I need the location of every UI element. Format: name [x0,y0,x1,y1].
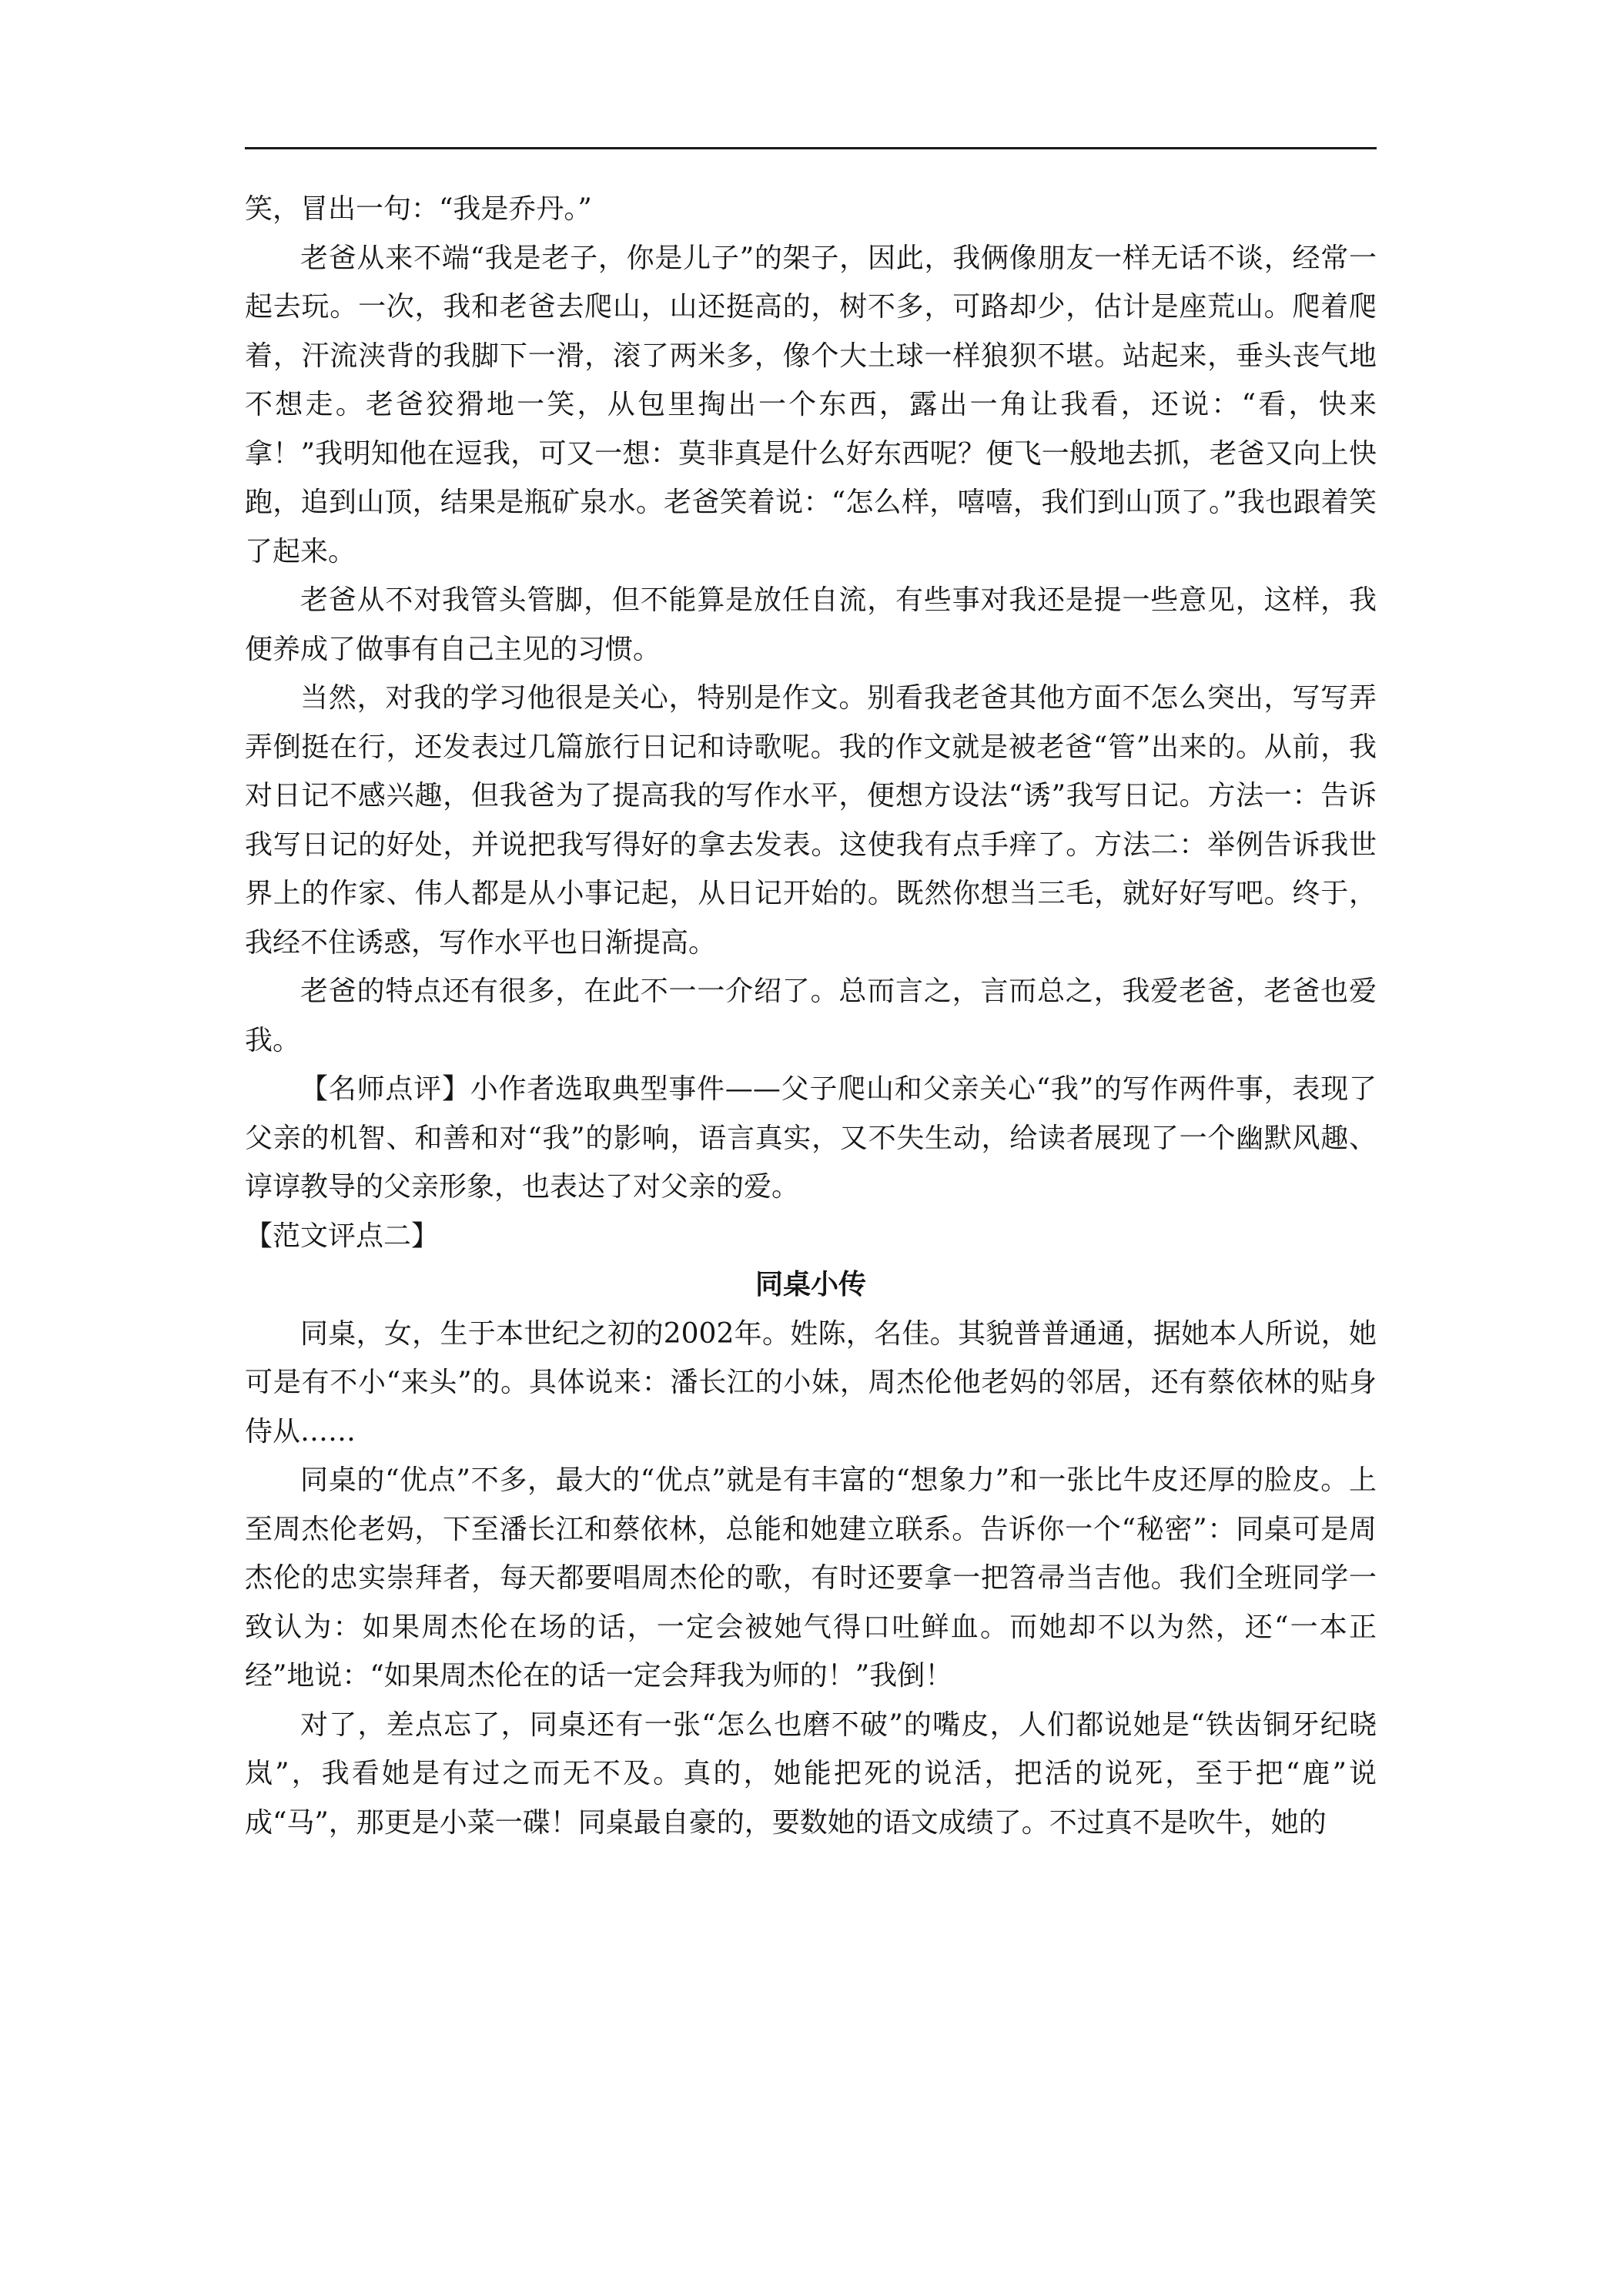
paragraph-merits: 同桌的“优点”不多，最大的“优点”就是有丰富的“想象力”和一张比牛皮还厚的脸皮。上至周杰伦老妈，下至潘长江和蔡依林，总能和她建立联系。告诉你一个“秘密”：同桌可是周杰伦的忠实崇拜者，每天都要唱周杰伦的歌，有时还要拿一把笤帚当吉他。我们全班同学一致认为：如果周杰伦在场的话，一定会被她气得口吐鲜血。而她却不以为然，还“一本正经”地说：“如果周杰伦在的话一定会拜我为师的！”我倒！ [245,1464,1377,1692]
header-rule [245,147,1377,149]
paragraph-writing: 当然，对我的学习他很是关心，特别是作文。别看我老爸其他方面不怎么突出，写写弄弄倒挺在行，还发表过几篇旅行日记和诗歌呢。我的作文就是被老爸“管”出来的。从前，我对日记不感兴趣，但我爸为了提高我的写作水平，便想方设法“诱”我写日记。方法一：告诉我写日记的好处，并说把我写得好的拿去发表。这使我有点手痒了。方法二：举例告诉我世界上的作家、伟人都是从小事记起，从日记开始的。既然你想当三毛，就好好写吧。终于，我经不住诱惑，写作水平也日渐提高。 [245,682,1377,959]
paragraph-conclusion: 老爸的特点还有很多，在此不一一介绍了。总而言之，言而总之，我爱老爸，老爸也爱我。 [245,976,1377,1056]
paragraph-intro: 同桌，女，生于本世纪之初的2002年。姓陈，名佳。其貌普普通通，据她本人所说，她可是有不小“来头”的。具体说来：潘长江的小妹，周杰伦他老妈的邻居，还有蔡依林的贴身侍从…… [245,1317,1377,1448]
paragraph-eloquence: 对了，差点忘了，同桌还有一张“怎么也磨不破”的嘴皮，人们都说她是“铁齿铜牙纪晓岚”，我看她是有过之而无不及。真的，她能把死的说活，把活的说死，至于把“鹿”说成“马”，那更是小菜一碟！同桌最自豪的，要数她的语文成绩了。不过真不是吹牛，她的 [245,1709,1377,1839]
section-label: 【范文评点二】 [245,1220,440,1252]
essay-title: 同桌小传 [755,1269,866,1300]
document-body [245,185,1377,1847]
teacher-comment: 【名师点评】小作者选取典型事件——父子爬山和父亲关心“我”的写作两件事，表现了父亲的机智、和善和对“我”的影响，语言真实，又不失生动，给读者展现了一个幽默风趣、谆谆教导的父亲形象，也表达了对父亲的爱。 [245,1073,1377,1203]
paragraph-independence: 老爸从不对我管头管脚，但不能算是放任自流，有些事对我还是提一些意见，这样，我便养成了做事有自己主见的习惯。 [245,584,1377,665]
paragraph-mountain-climb: 老爸从来不端“我是老子，你是儿子”的架子，因此，我俩像朋友一样无话不谈，经常一起去玩。一次，我和老爸去爬山，山还挺高的，树不多，可路却少，估计是座荒山。爬着爬着，汗流浃背的我脚下一滑，滚了两米多，像个大土球一样狼狈不堪。站起来，垂头丧气地不想走。老爸狡猾地一笑，从包里掏出一个东西，露出一角让我看，还说：“看，快来拿！”我明知他在逗我，可又一想：莫非真是什么好东西呢？便飞一般地去抓，老爸又向上快跑，追到山顶，结果是瓶矿泉水。老爸笑着说：“怎么样，嘻嘻，我们到山顶了。”我也跟着笑了起来。 [245,242,1377,567]
paragraph-continuation: 笑，冒出一句：“我是乔丹。” [245,193,592,225]
